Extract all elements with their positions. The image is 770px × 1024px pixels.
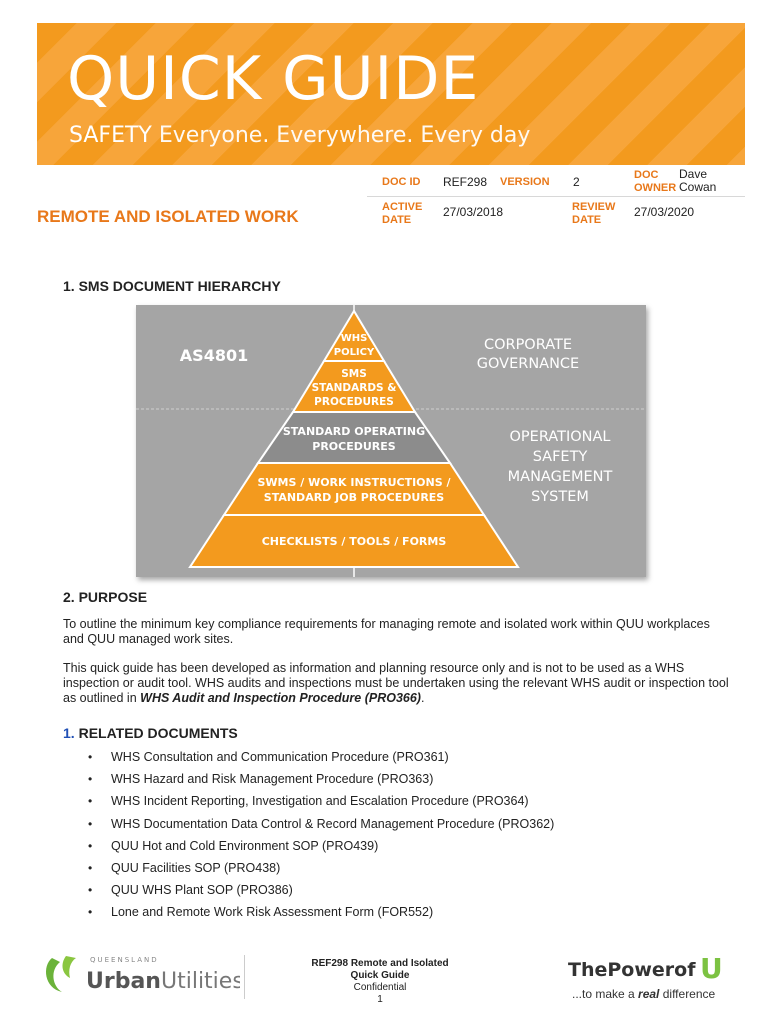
tier2-line1: SMS	[341, 368, 367, 380]
logo-the: The	[568, 959, 608, 981]
leaf-icon	[46, 958, 62, 992]
list-item: • WHS Documentation Data Control & Record Management Procedure (PRO362)	[88, 817, 554, 839]
list-item: • QUU Facilities SOP (PRO438)	[88, 861, 554, 883]
tier3-line2: PROCEDURES	[312, 440, 396, 453]
footer-classification: Confidential	[353, 982, 407, 993]
tagline-emphasis: real	[638, 987, 660, 1001]
review-date-label-line2: DATE	[572, 214, 602, 226]
tier1-line2: POLICY	[333, 347, 375, 358]
review-date-label-line1: REVIEW	[572, 201, 616, 213]
tier-swms	[224, 463, 484, 515]
doc-owner-label-line2: OWNER	[634, 182, 677, 194]
corporate-label-2: GOVERNANCE	[476, 356, 580, 372]
operational-label-2: SAFETY	[532, 449, 588, 465]
purpose-paragraph-2	[63, 661, 733, 706]
review-date-value: 27/03/2020	[634, 205, 695, 219]
list-item: • QUU WHS Plant SOP (PRO386)	[88, 883, 554, 905]
banner-subtitle	[69, 125, 530, 147]
list-item: • WHS Hazard and Risk Management Procedure (PRO363)	[88, 772, 554, 794]
pyramid-svg	[136, 305, 646, 577]
tier5-line1: CHECKLISTS / TOOLS / FORMS	[261, 535, 447, 548]
section-heading-related-documents	[63, 725, 238, 741]
document-title: REMOTE AND ISOLATED WORK	[37, 207, 299, 226]
section-heading-text: RELATED DOCUMENTS	[74, 725, 238, 741]
logo-queensland-text: QUEENSLAND	[90, 956, 159, 964]
operational-label-3: MANAGEMENT	[507, 469, 613, 485]
active-date-value: 27/03/2018	[443, 205, 504, 219]
logo-the-power-of	[568, 959, 696, 981]
version-value: 2	[573, 175, 580, 189]
purpose-procedure-reference: WHS Audit and Inspection Procedure (PRO366)	[140, 691, 421, 705]
operational-label-1: OPERATIONAL	[509, 429, 611, 445]
footer-document-info	[290, 958, 470, 1006]
footer-doc-name-1: REF298 Remote and Isolated	[311, 958, 449, 969]
review-date-label	[572, 201, 615, 227]
banner-subtitle-rest: Everyone. Everywhere. Every day	[158, 123, 531, 148]
logo-wordmark	[86, 969, 240, 994]
footer-doc-name-2: Quick Guide	[350, 970, 410, 981]
tier4-line1: SWMS / WORK INSTRUCTIONS /	[257, 476, 451, 489]
logo-utilities: Utilities	[160, 969, 240, 994]
doc-id-label: DOC ID	[382, 176, 421, 188]
sms-hierarchy-diagram	[136, 305, 646, 577]
section-heading-purpose: 2. PURPOSE	[63, 589, 148, 605]
operational-label-4: SYSTEM	[531, 489, 589, 505]
meta-row-2	[367, 197, 745, 233]
list-item: • Lone and Remote Work Risk Assessment Form (FOR552)	[88, 905, 554, 927]
doc-id-value: REF298	[443, 175, 488, 189]
tagline-start: ...to make a	[572, 987, 639, 1001]
document-meta-table	[367, 168, 745, 233]
tagline-end: difference	[659, 987, 716, 1001]
list-item: • WHS Consultation and Communication Procedure (PRO361)	[88, 750, 554, 772]
active-date-label-line1: ACTIVE	[382, 201, 423, 213]
tier3-line1: STANDARD OPERATING	[282, 425, 426, 438]
list-item: • WHS Incident Reporting, Investigation and Escalation Procedure (PRO364)	[88, 794, 554, 816]
banner-title: QUICK GUIDE	[67, 44, 480, 114]
tier4-line2: STANDARD JOB PROCEDURES	[263, 491, 445, 504]
meta-row-1	[367, 168, 745, 197]
doc-owner-first: Dave	[679, 167, 708, 181]
corporate-label-1: CORPORATE	[483, 337, 573, 353]
tier1-line1: WHS	[340, 333, 368, 344]
doc-owner-last: Cowan	[679, 180, 717, 194]
purpose-paragraph-2-end: .	[420, 691, 425, 705]
active-date-label-line2: DATE	[382, 214, 412, 226]
section-heading-hierarchy: 1. SMS DOCUMENT HIERARCHY	[63, 278, 281, 294]
doc-owner-label-line1: DOC	[634, 169, 659, 181]
header-banner	[37, 23, 745, 165]
doc-owner-label	[634, 169, 676, 195]
power-of-u-logo-svg	[568, 950, 728, 1002]
tier2-line3: PROCEDURES	[314, 396, 394, 408]
logo-power: Powerof	[607, 959, 696, 981]
as4801-label: AS4801	[179, 346, 249, 365]
purpose-paragraph-2-lead: This quick guide has been developed as information and planning resource only and is not to be used as a WHS inspection or audit tool. WHS audits and inspections must be undertaken using the relevant WHS audit or inspection tool as outlined in	[63, 661, 729, 705]
leaf-icon	[63, 956, 76, 978]
active-date-label	[382, 201, 422, 227]
logo-urban: Urban	[86, 969, 161, 994]
logo-tagline	[572, 987, 716, 1001]
related-documents-list	[88, 750, 554, 928]
tier2-line2: STANDARDS &	[311, 382, 397, 394]
list-item: • QUU Hot and Cold Environment SOP (PRO439)	[88, 839, 554, 861]
footer-page-number: 1	[377, 994, 383, 1005]
urban-utilities-logo	[40, 948, 240, 998]
power-of-u-logo	[568, 950, 728, 1002]
section-number: 1.	[63, 725, 75, 741]
footer-divider	[244, 955, 245, 999]
urban-utilities-logo-svg	[40, 948, 240, 998]
logo-u: U	[700, 952, 723, 985]
version-label: VERSION	[500, 176, 550, 188]
doc-owner-value	[679, 168, 716, 194]
banner-subtitle-lead: SAFETY	[69, 123, 152, 148]
purpose-paragraph-1: To outline the minimum key compliance requirements for managing remote and isolated work within QUU workplaces and QUU managed work sites.	[63, 617, 710, 646]
